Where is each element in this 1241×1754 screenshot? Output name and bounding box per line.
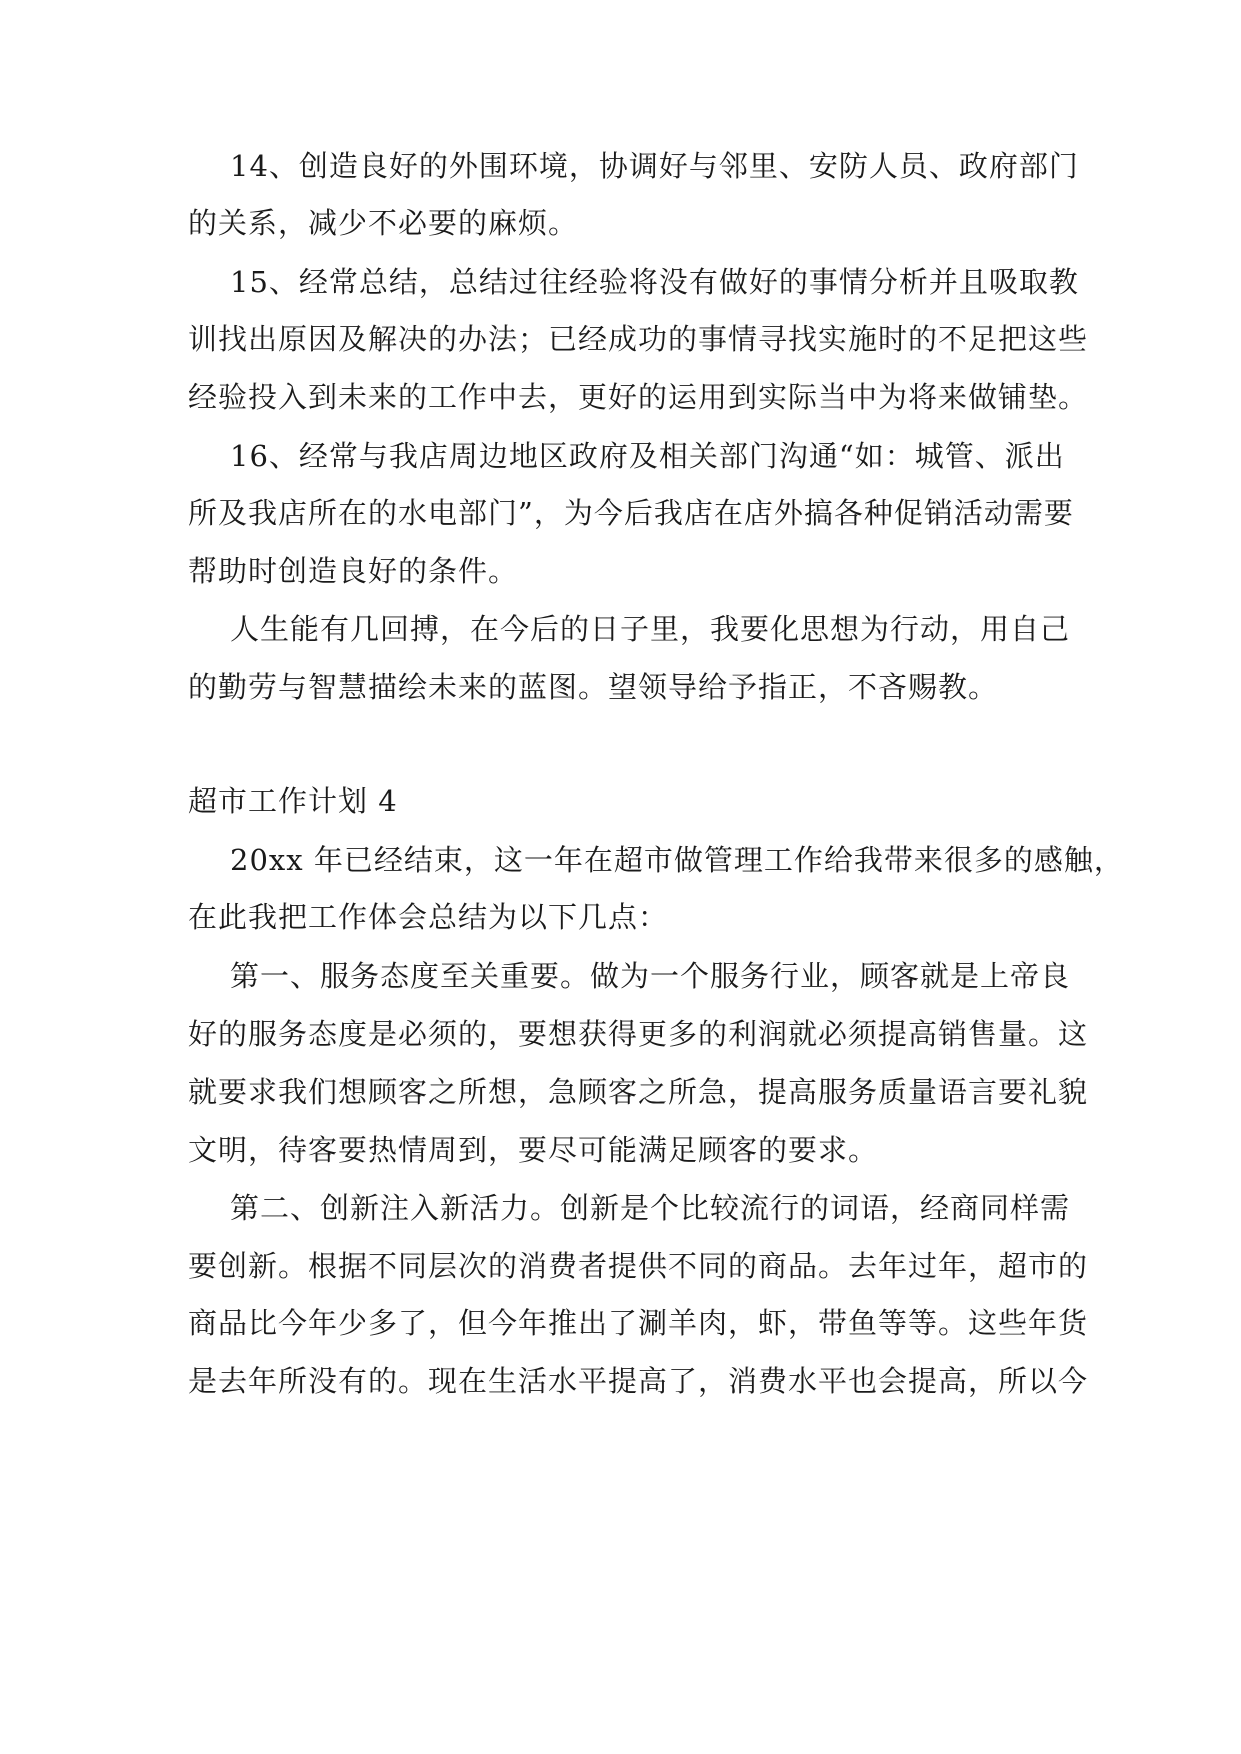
paragraph-line: 经验投入到未来的工作中去，更好的运用到实际当中为将来做铺垫。: [188, 380, 1089, 414]
paragraph-line: 16、经常与我店周边地区政府及相关部门沟通“如：城管、派出: [230, 439, 1065, 473]
paragraph-line: 20xx 年已经结束，这一年在超市做管理工作给我带来很多的感触，: [230, 843, 1124, 877]
paragraph-line: 商品比今年少多了，但今年推出了涮羊肉，虾，带鱼等等。这些年货: [188, 1306, 1089, 1340]
paragraph-line: 的勤劳与智慧描绘未来的蓝图。望领导给予指正，不吝赐教。: [188, 670, 999, 704]
paragraph-line: 所及我店所在的水电部门”，为今后我店在店外搞各种促销活动需要: [188, 496, 1074, 530]
paragraph-line: 人生能有几回搏，在今后的日子里，我要化思想为行动，用自己: [230, 612, 1071, 646]
paragraph-line: 的关系，减少不必要的麻烦。: [188, 206, 579, 240]
paragraph-line: 14、创造良好的外围环境，协调好与邻里、安防人员、政府部门: [230, 149, 1079, 183]
paragraph-line: 就要求我们想顾客之所想，急顾客之所急，提高服务质量语言要礼貌: [188, 1075, 1089, 1109]
section-heading: 超市工作计划 4: [188, 784, 398, 818]
paragraph-line: 文明，待客要热情周到，要尽可能满足顾客的要求。: [188, 1133, 879, 1167]
paragraph-line: 在此我把工作体会总结为以下几点：: [188, 900, 669, 934]
paragraph-line: 15、经常总结，总结过往经验将没有做好的事情分析并且吸取教: [230, 265, 1079, 299]
paragraph-line: 帮助时创造良好的条件。: [188, 554, 519, 588]
paragraph-line: 训找出原因及解决的办法；已经成功的事情寻找实施时的不足把这些: [188, 322, 1089, 356]
paragraph-line: 是去年所没有的。现在生活水平提高了，消费水平也会提高，所以今: [188, 1364, 1089, 1398]
paragraph-line: 第一、服务态度至关重要。做为一个服务行业，顾客就是上帝良: [230, 959, 1071, 993]
paragraph-line: 要创新。根据不同层次的消费者提供不同的商品。去年过年，超市的: [188, 1249, 1089, 1283]
paragraph-line: 第二、创新注入新活力。创新是个比较流行的词语，经商同样需: [230, 1191, 1071, 1225]
paragraph-line: 好的服务态度是必须的，要想获得更多的利润就必须提高销售量。这: [188, 1017, 1089, 1051]
